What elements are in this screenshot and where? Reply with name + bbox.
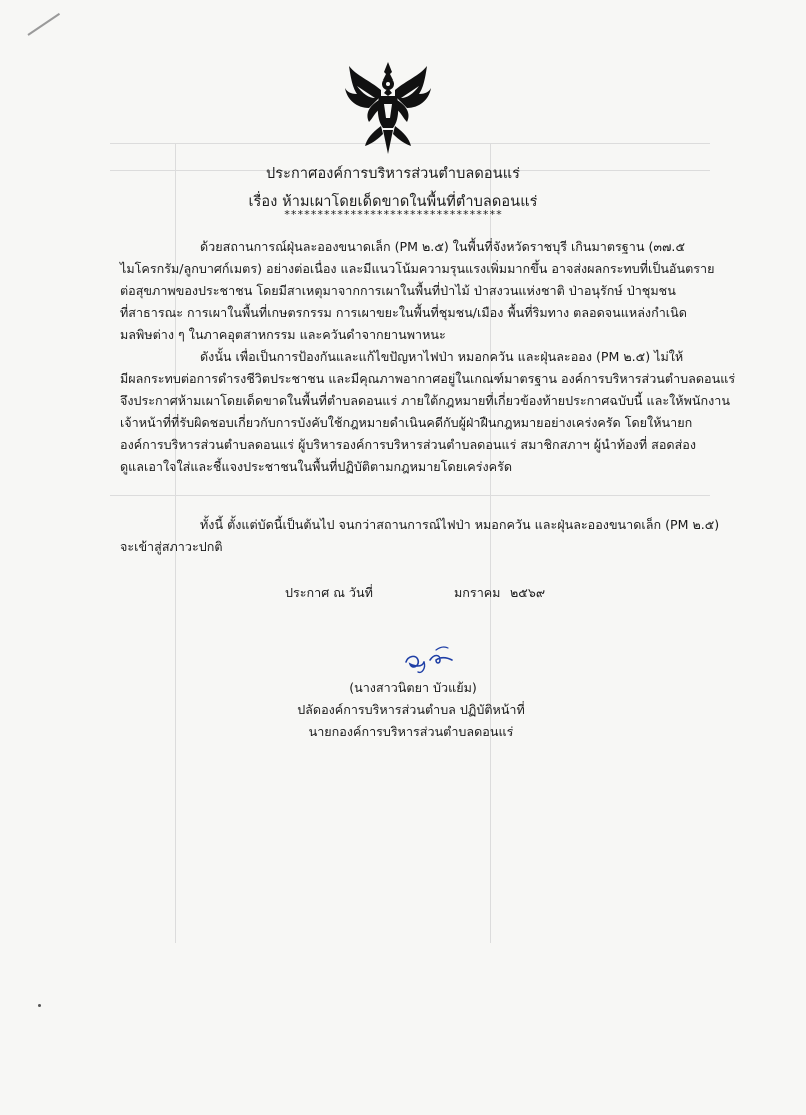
paragraph-3 <box>120 514 720 558</box>
paragraph-line: องค์การบริหารส่วนตำบลดอนแร่ ผู้บริหารองค์การบริหารส่วนตำบลดอนแร่ สมาชิกสภาฯ ผู้นำท้องที่ สอดส่อง <box>120 437 696 452</box>
date-month: มกราคม <box>454 585 501 600</box>
paragraph-line: ไมโครกรัม/ลูกบาศก์เมตร) อย่างต่อเนื่อง และมีแนวโน้มความรุนแรงเพิ่มมากขึ้น อาจส่งผลกระทบที่เป็นอันตราย <box>120 261 715 276</box>
garuda-emblem-icon <box>343 58 433 158</box>
paragraph-1 <box>120 236 715 346</box>
paragraph-line: มลพิษต่าง ๆ ในภาคอุตสาหกรรม และควันดำจากยานพาหนะ <box>120 327 446 342</box>
paragraph-line: ต่อสุขภาพของประชาชน โดยมีสาเหตุมาจากการเผาในพื้นที่ป่าไม้ ป่าสงวนแห่งชาติ ป่าอนุรักษ์ ป่าชุมชน <box>120 283 676 298</box>
pen-mark <box>27 13 60 36</box>
signatory-position-acting: นายกองค์การบริหารส่วนตำบลดอนแร่ <box>308 724 514 739</box>
separator: ********************************* <box>283 208 503 221</box>
announcement-heading: ประกาศองค์การบริหารส่วนตำบลดอนแร่ <box>265 166 521 182</box>
speck <box>38 1004 41 1007</box>
announcement-subject: เรื่อง ห้ามเผาโดยเด็ดขาดในพื้นที่ตำบลดอนแร่ <box>248 194 538 210</box>
paragraph-line: ดังนั้น เพื่อเป็นการป้องกันและแก้ไขปัญหาไฟป่า หมอกควัน และฝุ่นละออง (PM ๒.๕) ไม่ให้ <box>200 349 684 364</box>
paragraph-line: ที่สาธารณะ การเผาในพื้นที่เกษตรกรรม การเผาขยะในพื้นที่ชุมชน/เมือง พื้นที่ริมทาง ตลอดจนแหล่งกำเนิด <box>120 305 687 320</box>
signatory-position: ปลัดองค์การบริหารส่วนตำบล ปฏิบัติหน้าที่ <box>297 702 525 717</box>
paragraph-line: จึงประกาศห้ามเผาโดยเด็ดขาดในพื้นที่ตำบลดอนแร่ ภายใต้กฎหมายที่เกี่ยวข้องท้ายประกาศฉบับนี้ และให้พนักงาน <box>120 393 730 408</box>
paragraph-line: ด้วยสถานการณ์ฝุ่นละอองขนาดเล็ก (PM ๒.๕) ในพื้นที่จังหวัดราชบุรี เกินมาตรฐาน (๓๗.๕ <box>200 239 685 254</box>
paragraph-line: ดูแลเอาใจใส่และชี้แจงประชาชนในพื้นที่ปฏิบัติตามกฎหมายโดยเคร่งครัด <box>120 459 513 474</box>
paragraph-line: เจ้าหน้าที่ที่รับผิดชอบเกี่ยวกับการบังคับใช้กฎหมายดำเนินคดีกับผู้ฝ่าฝืนกฎหมายอย่างเคร่งครัด โดยให้นายก <box>120 415 693 430</box>
date-prefix: ประกาศ ณ วันที่ <box>285 585 373 600</box>
paragraph-line: จะเข้าสู่สภาวะปกติ <box>120 539 223 554</box>
paragraph-2 <box>120 346 736 478</box>
handwritten-signature <box>400 640 480 680</box>
show-through-line <box>110 495 710 496</box>
paragraph-line: มีผลกระทบต่อการดำรงชีวิตประชาชน และมีคุณภาพอากาศอยู่ในเกณฑ์มาตรฐาน องค์การบริหารส่วนตำบลดอนแร่ <box>120 371 736 386</box>
date-year: ๒๕๖๙ <box>510 585 546 600</box>
paragraph-line: ทั้งนี้ ตั้งแต่บัดนี้เป็นต้นไป จนกว่าสถานการณ์ไฟป่า หมอกควัน และฝุ่นละอองขนาดเล็ก (PM ๒.๕) <box>200 517 720 532</box>
signatory-name: (นางสาวนิตยา บัวแย้ม) <box>349 680 477 695</box>
